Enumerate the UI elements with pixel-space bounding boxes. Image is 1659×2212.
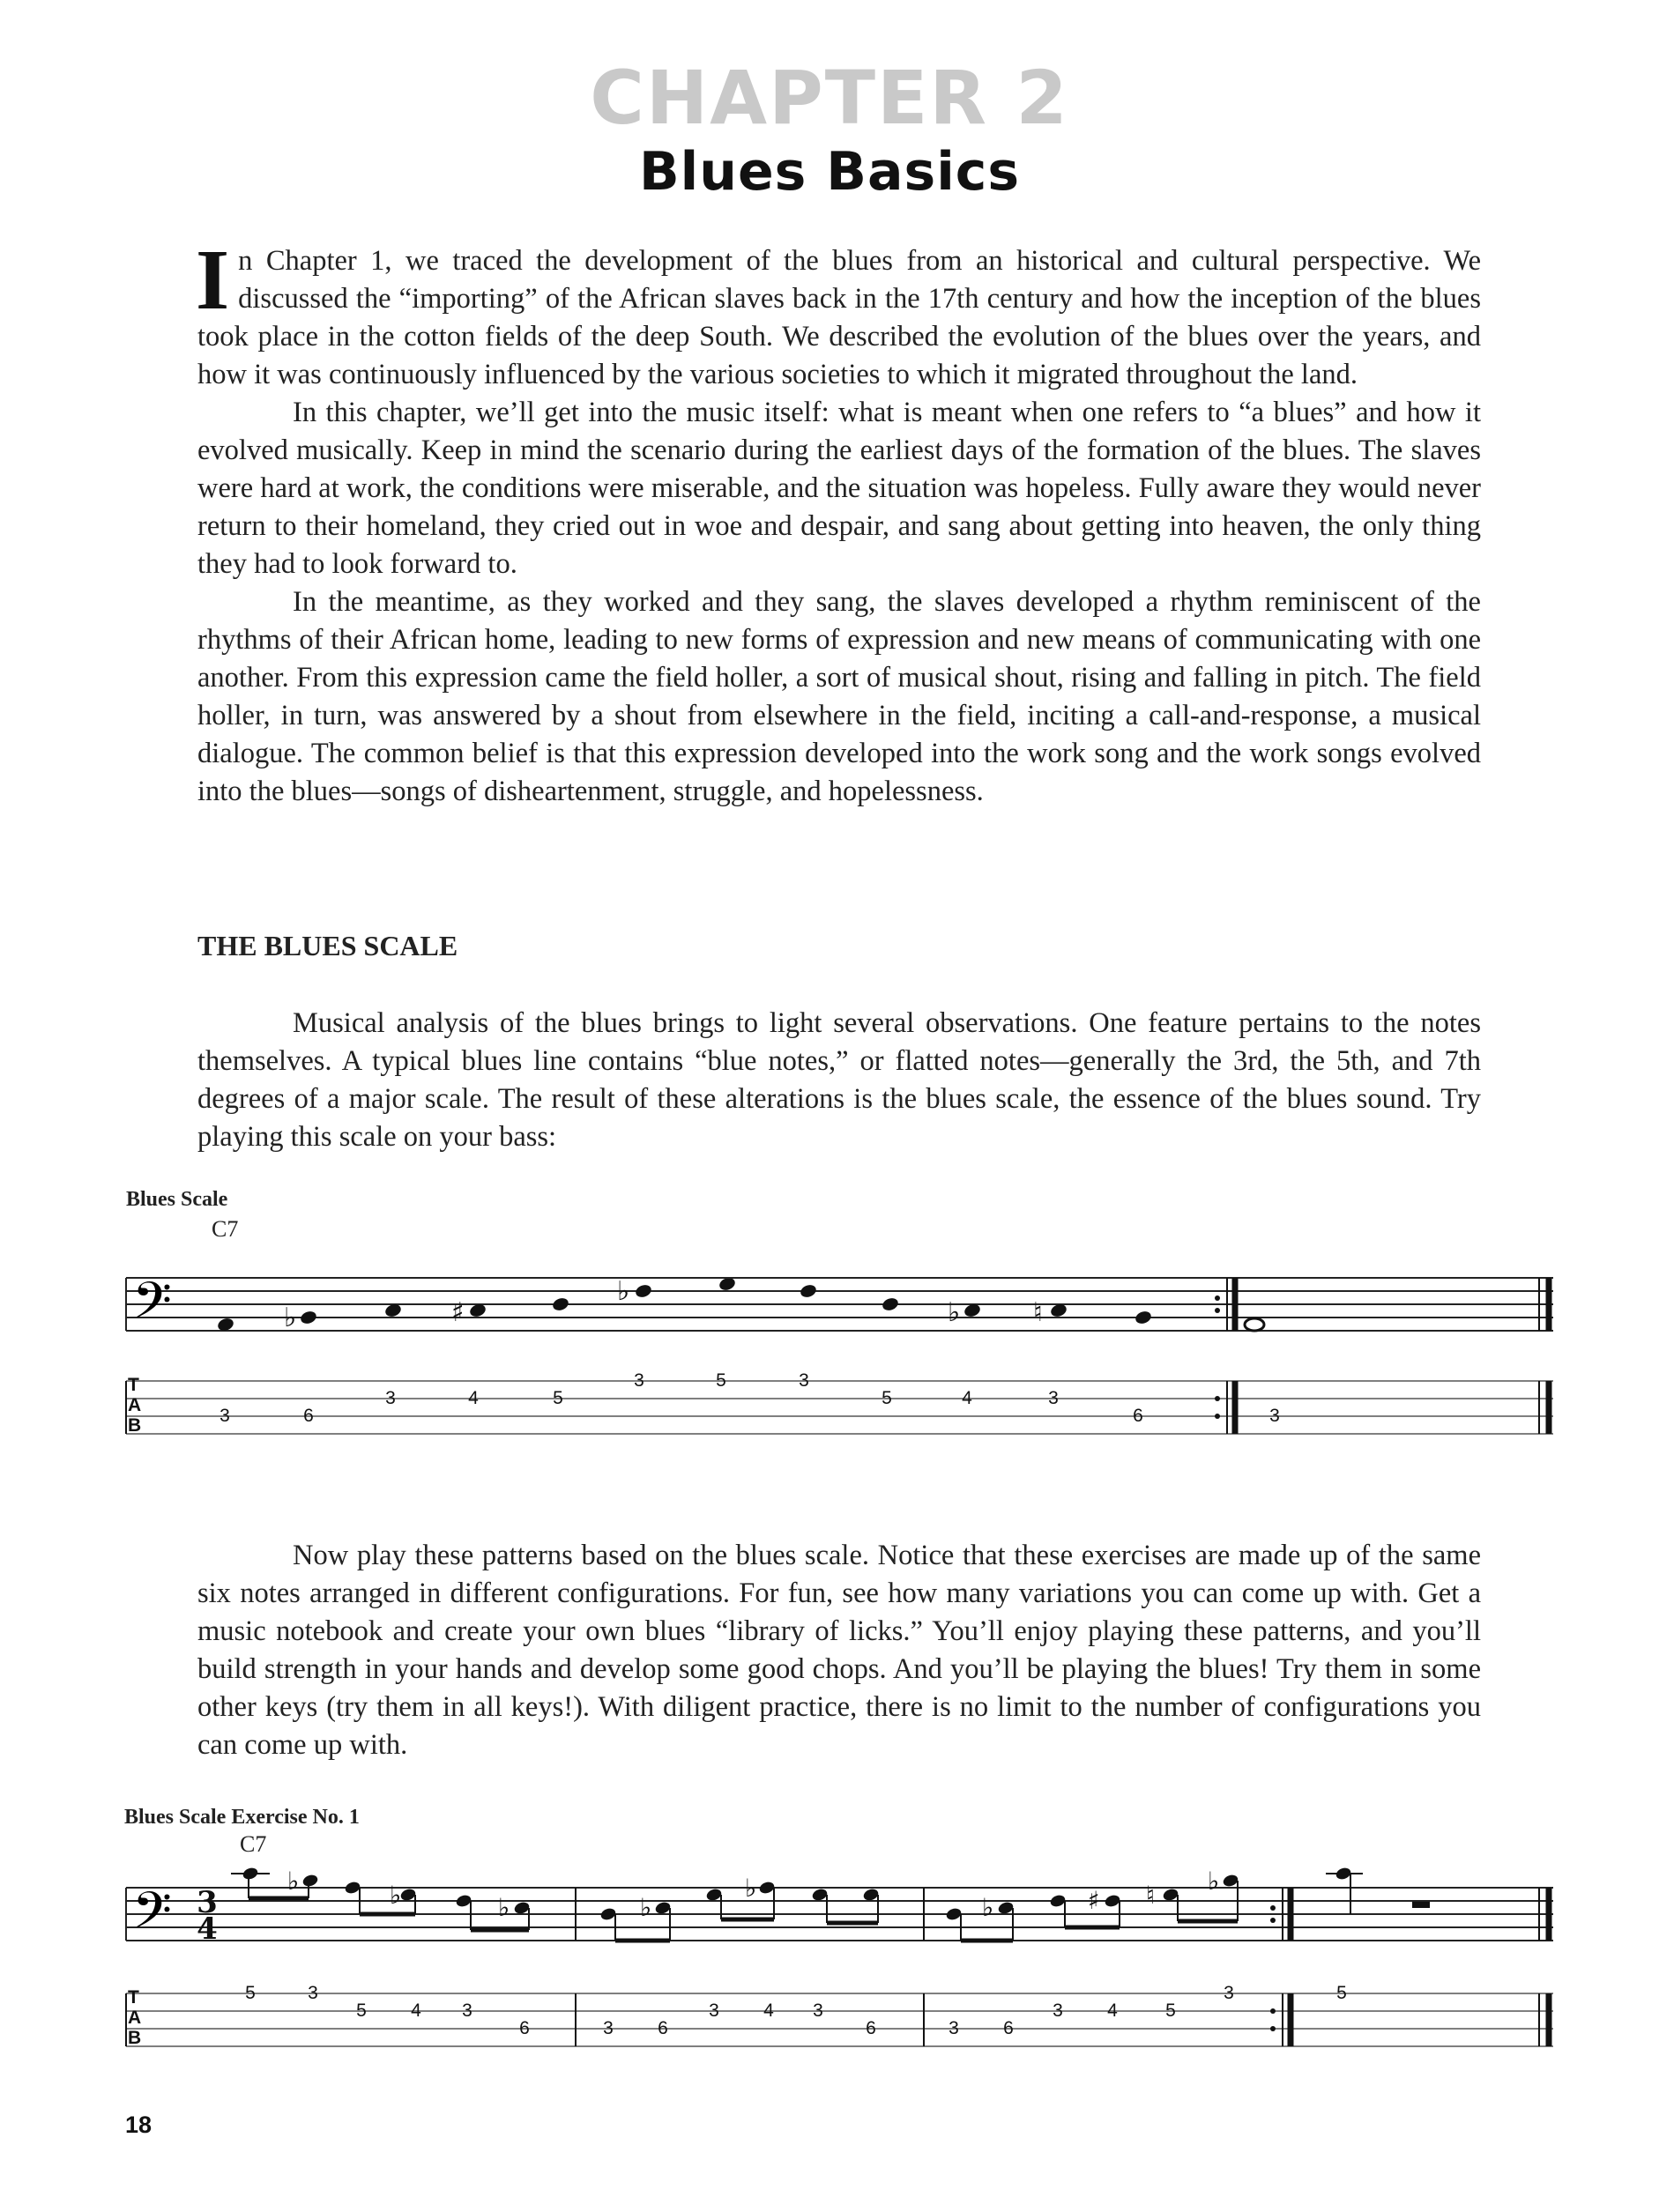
tab-number: 4 — [1107, 2000, 1118, 2021]
example-2-staff — [126, 1888, 1553, 1941]
tab-number: 5 — [882, 1388, 892, 1408]
bass-clef-icon: 𝄢 — [132, 1881, 173, 1953]
tab-number: 3 — [1048, 1388, 1059, 1408]
example-2-title: Blues Scale Exercise No. 1 — [124, 1806, 360, 1829]
time-signature — [197, 1885, 218, 1947]
intro-text — [196, 233, 1481, 811]
intro-paragraph-3: In the meantime, as they worked and they sang, the slaves developed a rhythm reminiscent of the rhythms of their African home, leading to new forms of expression and new means of communicating with one another. From this expression came the field holler, a sort of musical shout, rising and falling in pitch. The field holler, in turn, was answered by a shout from elsewhere in the field, inciting a call-and-response, a musical dialogue. The common belief is that this expression developed into the work song and the work songs evolved into the blues—songs of disheartenment, struggle, and hopelessness. — [197, 586, 1481, 807]
svg-text:♭: ♭ — [745, 1874, 757, 1903]
tab-number: 6 — [1003, 2018, 1014, 2038]
example-1-notation — [0, 1229, 1659, 1459]
beam-group — [231, 1866, 319, 1898]
tab-number: 6 — [658, 2018, 668, 2038]
example-1-tab-barlines — [1215, 1381, 1549, 1434]
svg-text:♭: ♭ — [617, 1276, 630, 1307]
tab-number: 6 — [1133, 1406, 1143, 1426]
svg-text:♭: ♭ — [640, 1893, 652, 1922]
tab-letter: A — [128, 2008, 142, 2028]
tab-number: 5 — [716, 1370, 726, 1391]
chapter-title: Blues Basics — [638, 141, 1021, 203]
tab-number: 3 — [949, 2018, 959, 2038]
chapter-label: CHAPTER 2 — [590, 55, 1069, 141]
svg-text:♭: ♭ — [498, 1893, 510, 1922]
example-1-staff — [126, 1278, 1553, 1331]
tab-number: 3 — [799, 1370, 809, 1391]
exercise-intro-text — [197, 1537, 1481, 1764]
page-number: 18 — [125, 2112, 153, 2138]
tab-number: 3 — [1224, 1983, 1234, 2003]
tab-number: 3 — [219, 1406, 230, 1426]
example-1-tab-staff — [126, 1381, 1553, 1434]
tab-number: 3 — [1269, 1406, 1280, 1426]
tab-number: 5 — [245, 1983, 256, 2003]
tab-letter: B — [128, 1415, 142, 1436]
beam-group — [599, 1900, 672, 1941]
svg-text:♮: ♮ — [1033, 1297, 1043, 1328]
svg-text:4: 4 — [197, 1911, 218, 1947]
example-1-tab-letters — [128, 1375, 141, 1436]
tab-number: 6 — [303, 1406, 314, 1426]
tab-number: 4 — [763, 2000, 774, 2021]
tab-number: 6 — [866, 2018, 876, 2038]
half-rest-icon — [1412, 1902, 1430, 1908]
tab-number: 3 — [603, 2018, 614, 2038]
svg-text:♭: ♭ — [982, 1893, 994, 1922]
tab-number: 6 — [519, 2018, 530, 2038]
svg-text:♯: ♯ — [451, 1297, 465, 1328]
tab-number: 5 — [1336, 1983, 1347, 2003]
tab-number: 4 — [962, 1388, 972, 1408]
drop-cap: I — [196, 233, 230, 328]
tab-number: 3 — [308, 1983, 318, 2003]
beam-group — [1049, 1893, 1121, 1927]
exercise-intro-paragraph: Now play these patterns based on the blues scale. Notice that these exercises are made up of the same six notes arranged in different configurations. For fun, see how many variations you can come up with. Get a music notebook and create your own blues “library of licks.” You’ll enjoy playing these patterns, and you’ll build strength in your hands and develop some good chops. And you’ll be playing the blues! Try them in some other keys (try them in all keys!). With diligent practice, there is no limit to the number of configurations you can come up with. — [197, 1540, 1481, 1761]
svg-text:♭: ♭ — [1208, 1867, 1220, 1896]
tab-number: 5 — [1165, 2000, 1176, 2021]
svg-text:♭: ♭ — [390, 1881, 402, 1910]
example-2-chord: C7 — [240, 1831, 267, 1857]
intro-paragraph-1-text: n Chapter 1, we traced the development of the blues from an historical and cultural perspective. We discussed the “importing” of the African slaves back in the 17th century and how the inception of the blues took place in the cotton fields of the deep South. We described the evolution of the blues over the years, and how it was continuously influenced by the various societies to which it migrated throughout the land. — [197, 245, 1481, 390]
tab-number: 3 — [385, 1388, 396, 1408]
example-2-tab-letters — [128, 1987, 141, 2048]
scale-intro-paragraph: Musical analysis of the blues brings to light several observations. One feature pertains to the notes themselves. A typical blues line contains “blue notes,” or flatted notes—generally the 3rd, the 5th, and 7th degrees of a major scale. The result of these alterations is the blues scale, the essence of the blues sound. Try playing this scale on your bass: — [197, 1007, 1481, 1153]
tab-letter: T — [128, 1987, 139, 2008]
tab-number: 5 — [356, 2000, 367, 2021]
svg-text:♮: ♮ — [1146, 1881, 1156, 1910]
example-2-beamed-notes — [231, 1866, 1549, 1941]
tab-number: 5 — [553, 1388, 563, 1408]
tab-number: 3 — [462, 2000, 472, 2021]
example-2-notation — [0, 1842, 1659, 2080]
svg-text:♭: ♭ — [948, 1297, 961, 1328]
beam-group — [344, 1880, 417, 1914]
svg-text:♯: ♯ — [1088, 1886, 1100, 1915]
tab-number: 3 — [709, 2000, 719, 2021]
section-heading: THE BLUES SCALE — [197, 930, 458, 961]
svg-text:3: 3 — [197, 1885, 218, 1920]
bass-clef-icon: 𝄢 — [132, 1271, 173, 1343]
beam-group — [455, 1893, 531, 1930]
svg-text:♭: ♭ — [284, 1303, 297, 1333]
scale-intro-text — [197, 1005, 1481, 1156]
tab-number: 3 — [813, 2000, 823, 2021]
tab-number: 4 — [468, 1388, 479, 1408]
tab-number: 4 — [411, 2000, 421, 2021]
tab-number: 3 — [634, 1370, 644, 1391]
tab-number: 3 — [1053, 2000, 1063, 2021]
tab-letter: T — [128, 1375, 139, 1395]
example-1-chord: C7 — [212, 1216, 239, 1242]
example-2-tab-barlines — [1270, 1993, 1549, 2046]
example-1-title: Blues Scale — [126, 1188, 228, 1211]
intro-paragraph-2: In this chapter, we’ll get into the music itself: what is meant when one refers to “a blues” and how it evolved musically. Keep in mind the scenario during the earliest days of the formation of the blues. The slaves were hard at work, the conditions were miserable, and the situation was hopeless. Fully aware they would never return to their homeland, they cried out in woe and despair, and sang about getting into heaven, the only thing they had to look forward to. — [197, 397, 1481, 580]
tab-letter: B — [128, 2028, 142, 2048]
svg-text:♭: ♭ — [287, 1867, 300, 1896]
beam-group — [811, 1887, 880, 1923]
tab-letter: A — [128, 1395, 142, 1415]
beam-group — [945, 1900, 1015, 1941]
intro-paragraph-1 — [196, 233, 1481, 394]
